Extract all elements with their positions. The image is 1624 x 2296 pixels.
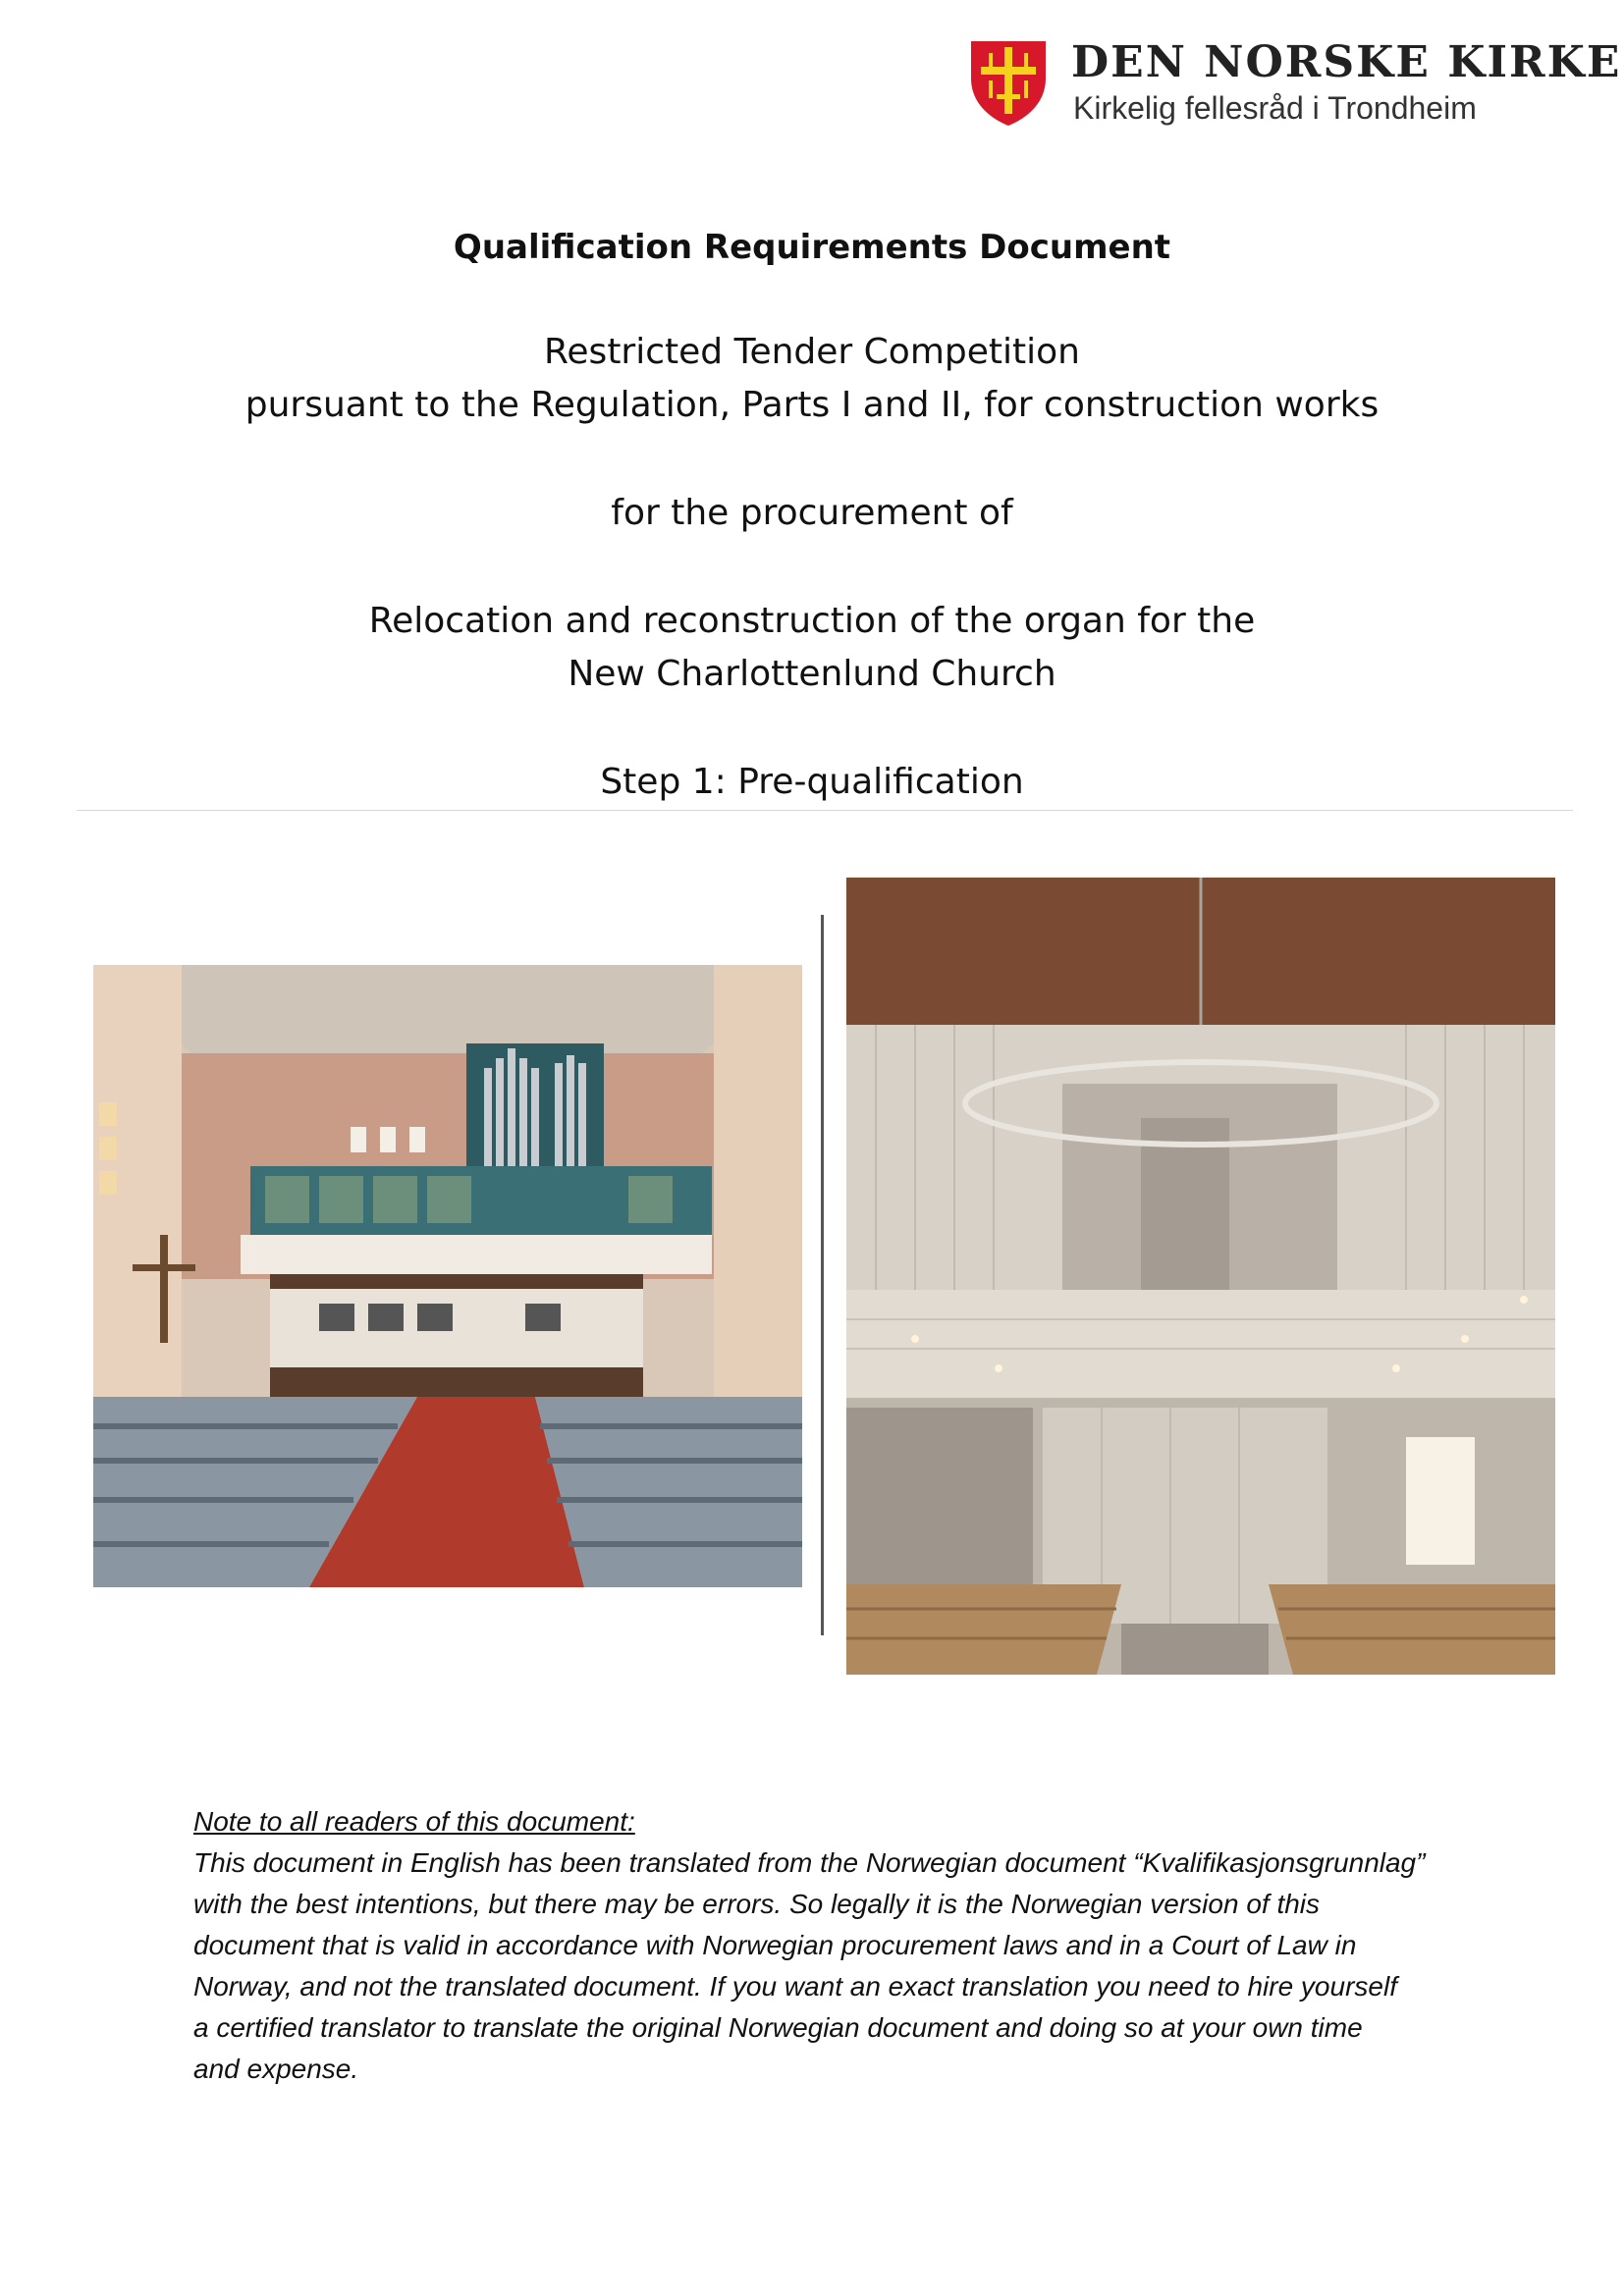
org-name: DEN NORSKE KIRKE <box>1071 37 1622 87</box>
subject-line-2: New Charlottenlund Church <box>568 654 1056 694</box>
note-line: document that is valid in accordance with Norwegian procurement laws and in a Court of Law in <box>193 1930 1357 1960</box>
church-shield-icon <box>967 37 1050 128</box>
title-divider <box>77 810 1573 811</box>
note-line: This document in English has been translated from the Norwegian document “Kvalifikasjonsgrunnlag” <box>193 1847 1426 1878</box>
church-interior-photo <box>93 965 802 1587</box>
note-line: and expense. <box>193 2054 359 2084</box>
org-logo <box>967 37 1622 132</box>
title-block <box>0 222 1624 809</box>
note-line: Norway, and not the translated document. If you want an exact translation you need to hire yourself <box>193 1971 1397 2002</box>
image-divider <box>821 915 824 1635</box>
note-heading: Note to all readers of this document: <box>193 1806 635 1837</box>
competition-line-2: pursuant to the Regulation, Parts I and II, for construction works <box>244 385 1380 425</box>
note-line: with the best intentions, but there may be errors. So legally it is the Norwegian version of this <box>193 1889 1321 1919</box>
procurement-of: for the procurement of <box>611 493 1013 533</box>
subject-line-1: Relocation and reconstruction of the organ for the <box>368 601 1256 641</box>
translation-note <box>193 1801 1460 2090</box>
note-line: a certified translator to translate the original Norwegian document and doing so at your own time <box>193 2012 1363 2043</box>
competition-line-1: Restricted Tender Competition <box>544 332 1080 372</box>
document-title: Qualification Requirements Document <box>453 228 1171 267</box>
org-subtitle: Kirkelig fellesråd i Trondheim <box>1073 90 1477 126</box>
church-rendering-illustration <box>846 878 1555 1675</box>
step-title: Step 1: Pre-qualification <box>600 762 1024 802</box>
